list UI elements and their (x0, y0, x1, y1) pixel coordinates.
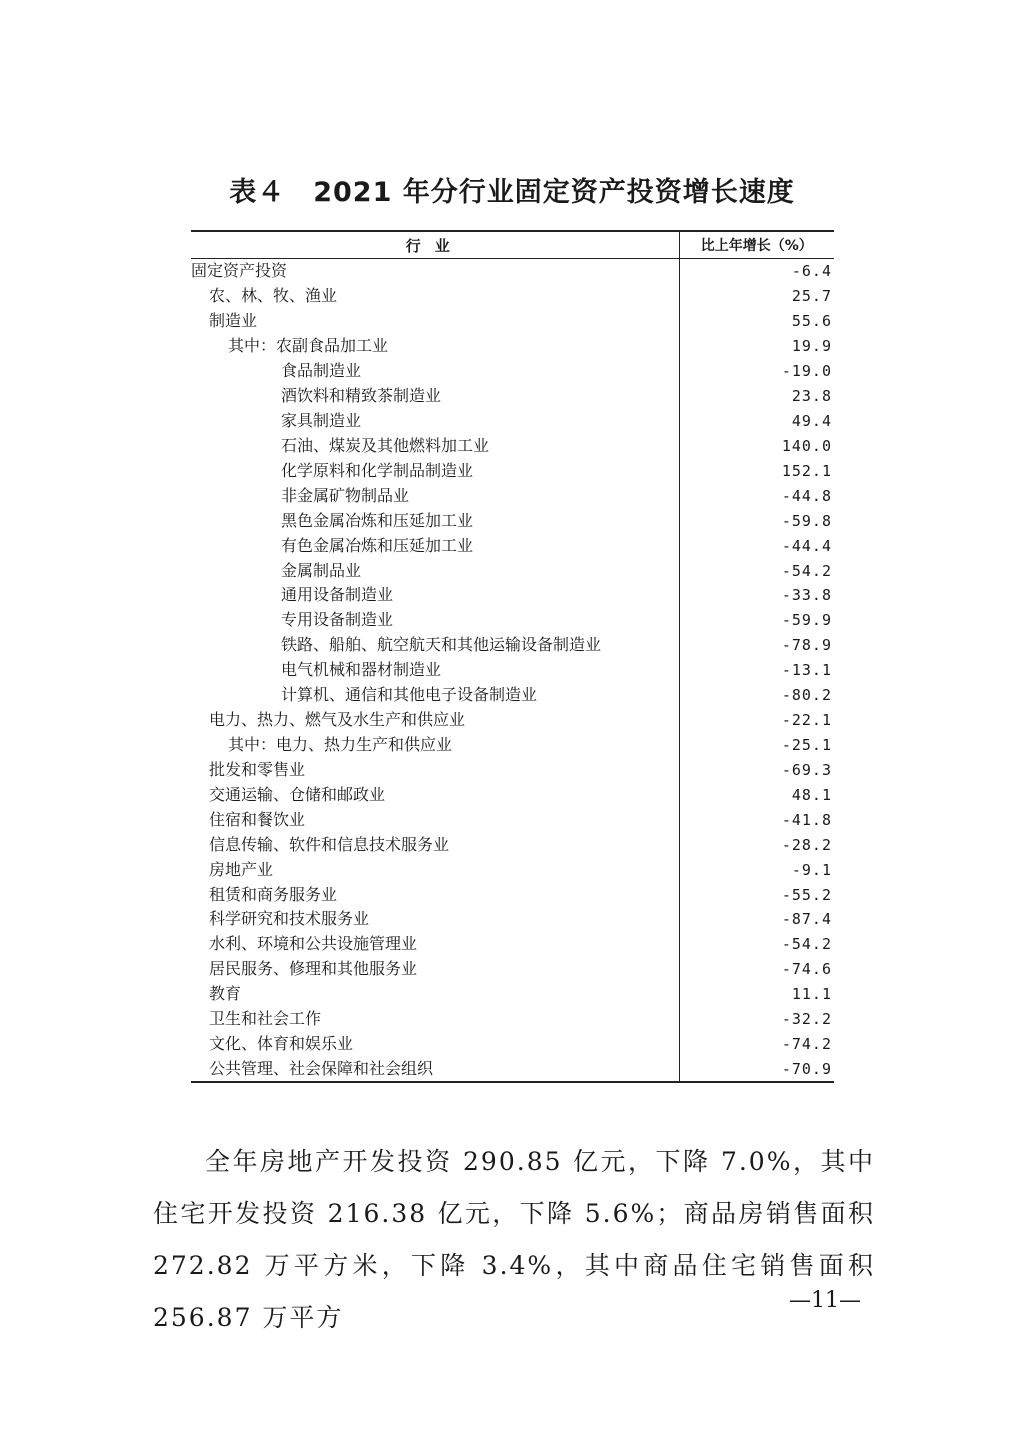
industry-cell: 化学原料和化学制品制造业 (191, 458, 679, 483)
growth-cell: -28.2 (781, 835, 832, 854)
industry-cell: 铁路、船舶、航空航天和其他运输设备制造业 (191, 633, 679, 658)
industry-cell: 酒饮料和精致茶制造业 (191, 384, 679, 409)
industry-cell: 家具制造业 (191, 409, 679, 434)
table-row (191, 683, 834, 708)
industry-cell: 交通运输、仓储和邮政业 (191, 782, 679, 807)
industry-cell: 固定资产投资 (191, 259, 679, 284)
table-row (191, 1032, 834, 1057)
table-row (191, 1007, 834, 1032)
industry-cell: 金属制品业 (191, 558, 679, 583)
industry-cell: 教育 (191, 982, 679, 1007)
growth-cell: -54.2 (781, 935, 832, 954)
table-row (191, 907, 834, 932)
table-row (191, 782, 834, 807)
table-row (191, 832, 834, 857)
growth-cell: -25.1 (781, 735, 832, 754)
growth-cell: -59.9 (781, 611, 832, 630)
table-row (191, 284, 834, 309)
table-row (191, 757, 834, 782)
table-row (191, 932, 834, 957)
table-title: 表４ 2021 年分行业固定资产投资增长速度 (229, 177, 795, 208)
industry-cell: 专用设备制造业 (191, 608, 679, 633)
growth-cell: -9.1 (791, 860, 832, 879)
growth-cell: -87.4 (781, 910, 832, 929)
table-row (191, 533, 834, 558)
industry-cell: 信息传输、软件和信息技术服务业 (191, 832, 679, 857)
growth-cell: 25.7 (791, 287, 832, 306)
table-body (191, 259, 834, 1083)
growth-cell: -59.8 (781, 511, 832, 530)
growth-cell: -6.4 (791, 262, 832, 281)
growth-cell: -80.2 (781, 686, 832, 705)
table-row (191, 334, 834, 359)
industry-cell: 黑色金属冶炼和压延加工业 (191, 508, 679, 533)
growth-cell: 152.1 (781, 461, 832, 480)
industry-cell: 电力、热力、燃气及水生产和供应业 (191, 708, 679, 733)
header-industry: 行业 (191, 231, 679, 259)
industry-cell: 住宿和餐饮业 (191, 807, 679, 832)
growth-cell: -22.1 (781, 711, 832, 730)
growth-cell: -41.8 (781, 810, 832, 829)
industry-cell: 批发和零售业 (191, 757, 679, 782)
growth-table-container (191, 230, 834, 1083)
table-row (191, 583, 834, 608)
table-row (191, 733, 834, 758)
table-row (191, 882, 834, 907)
industry-cell: 电气机械和器材制造业 (191, 658, 679, 683)
growth-cell: 19.9 (791, 337, 832, 356)
table-row (191, 658, 834, 683)
growth-cell: -54.2 (781, 561, 832, 580)
table-row (191, 433, 834, 458)
growth-cell: 23.8 (791, 387, 832, 406)
table-row (191, 608, 834, 633)
industry-cell: 居民服务、修理和其他服务业 (191, 957, 679, 982)
table-row (191, 857, 834, 882)
table-row (191, 1057, 834, 1083)
table-header (191, 231, 834, 259)
table-row (191, 807, 834, 832)
table-row (191, 458, 834, 483)
industry-cell: 有色金属冶炼和压延加工业 (191, 533, 679, 558)
industry-cell: 卫生和社会工作 (191, 1007, 679, 1032)
header-row (191, 231, 834, 259)
growth-cell: 48.1 (791, 785, 832, 804)
table-row (191, 633, 834, 658)
header-growth: 比上年增长（%） (679, 231, 834, 259)
industry-cell: 非金属矿物制品业 (191, 483, 679, 508)
growth-cell: -13.1 (781, 661, 832, 680)
growth-cell: -44.4 (781, 536, 832, 555)
growth-table (191, 230, 834, 1083)
growth-cell: -19.0 (781, 362, 832, 381)
industry-cell: 石油、煤炭及其他燃料加工业 (191, 433, 679, 458)
growth-cell: -33.8 (781, 586, 832, 605)
industry-cell: 文化、体育和娱乐业 (191, 1032, 679, 1057)
growth-cell: 11.1 (791, 985, 832, 1004)
industry-cell: 其中：电力、热力生产和供应业 (191, 733, 679, 758)
growth-cell: -78.9 (781, 636, 832, 655)
industry-cell: 制造业 (191, 309, 679, 334)
growth-cell: 140.0 (781, 436, 832, 455)
table-row (191, 409, 834, 434)
growth-cell: -74.2 (781, 1035, 832, 1054)
body-paragraph: 全年房地产开发投资 290.85 亿元，下降 7.0%，其中住宅开发投资 216.38 亿元，下降 5.6%；商品房销售面积 272.82 万平方米，下降 3.4%，其中商品住宅销售面积 256.87 万平方 (153, 1147, 875, 1332)
table-row (191, 957, 834, 982)
growth-cell: -70.9 (679, 1057, 834, 1083)
industry-cell: 计算机、通信和其他电子设备制造业 (191, 683, 679, 708)
industry-cell: 通用设备制造业 (191, 583, 679, 608)
table-row (191, 708, 834, 733)
growth-cell: -32.2 (781, 1010, 832, 1029)
page-number: —11— (789, 1288, 861, 1313)
growth-cell: -74.6 (781, 960, 832, 979)
growth-cell: -44.8 (781, 486, 832, 505)
industry-cell: 租赁和商务服务业 (191, 882, 679, 907)
industry-cell: 食品制造业 (191, 359, 679, 384)
table-row (191, 483, 834, 508)
growth-cell: 55.6 (791, 312, 832, 331)
table-row (191, 558, 834, 583)
table-row (191, 259, 834, 284)
industry-cell: 农、林、牧、渔业 (191, 284, 679, 309)
growth-cell: -55.2 (781, 885, 832, 904)
growth-cell: -69.3 (781, 760, 832, 779)
industry-cell: 科学研究和技术服务业 (191, 907, 679, 932)
table-row (191, 359, 834, 384)
industry-cell: 其中：农副食品加工业 (191, 334, 679, 359)
growth-cell: 49.4 (791, 411, 832, 430)
table-row (191, 309, 834, 334)
industry-cell: 公共管理、社会保障和社会组织 (191, 1057, 679, 1083)
table-row (191, 384, 834, 409)
table-row (191, 982, 834, 1007)
table-row (191, 508, 834, 533)
industry-cell: 房地产业 (191, 857, 679, 882)
industry-cell: 水利、环境和公共设施管理业 (191, 932, 679, 957)
